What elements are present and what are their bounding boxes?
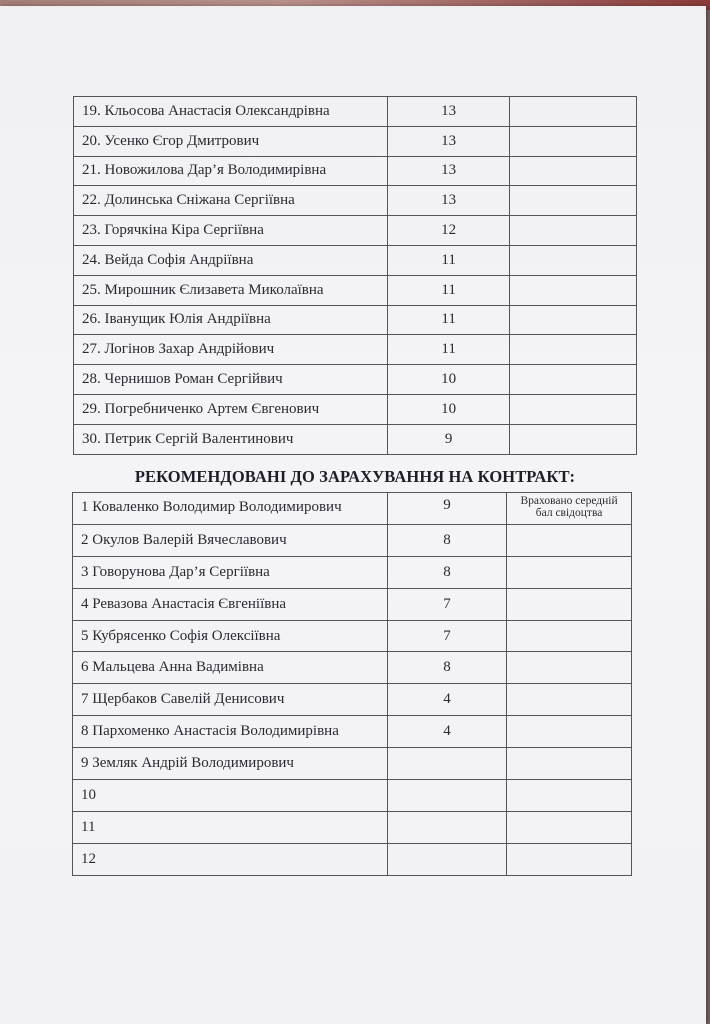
student-note <box>510 365 637 395</box>
table-row <box>73 780 632 812</box>
table-row <box>74 394 637 424</box>
student-name: 6 Мальцева Анна Вадимівна <box>73 652 388 684</box>
budget-ranking-table-body <box>74 97 637 455</box>
student-name: 24. Вейда Софія Андріївна <box>74 245 388 275</box>
table-row <box>74 156 637 186</box>
student-score: 13 <box>387 126 510 156</box>
student-score: 9 <box>387 424 510 454</box>
student-note <box>507 620 632 652</box>
student-score: 10 <box>387 394 510 424</box>
student-score: 4 <box>387 716 506 748</box>
student-score <box>387 780 506 812</box>
student-score: 4 <box>387 684 506 716</box>
student-score <box>387 843 506 875</box>
student-name: 11 <box>73 811 388 843</box>
student-score: 7 <box>387 620 506 652</box>
note-line-1: Враховано середній <box>520 495 618 508</box>
student-name: 4 Ревазова Анастасія Євгеніївна <box>73 588 388 620</box>
student-name: 9 Земляк Андрій Володимирович <box>73 748 388 780</box>
student-note <box>510 245 637 275</box>
student-name: 20. Усенко Єгор Дмитрович <box>74 126 388 156</box>
student-note <box>510 156 637 186</box>
student-note <box>507 684 632 716</box>
student-name: 8 Пархоменко Анастасія Володимирівна <box>73 716 388 748</box>
table-row <box>73 811 632 843</box>
student-name: 2 Окулов Валерій Вячеславович <box>73 524 388 556</box>
certificate-note <box>507 493 632 525</box>
table-row <box>74 126 637 156</box>
student-name: 19. Кльосова Анастасія Олександрівна <box>74 97 388 127</box>
student-note <box>507 524 632 556</box>
student-score: 11 <box>387 335 510 365</box>
table-row <box>74 365 637 395</box>
student-score: 13 <box>387 186 510 216</box>
student-score: 7 <box>387 588 506 620</box>
student-note <box>507 556 632 588</box>
table-row <box>74 216 637 246</box>
student-score: 12 <box>387 216 510 246</box>
student-name: 22. Долинська Сніжана Сергіївна <box>74 186 388 216</box>
table-row <box>73 684 632 716</box>
student-name: 5 Кубрясенко Софія Олексіївна <box>73 620 388 652</box>
table-row <box>74 305 637 335</box>
table-row <box>73 716 632 748</box>
student-note <box>507 843 632 875</box>
student-note <box>507 748 632 780</box>
table-row <box>73 620 632 652</box>
student-score: 8 <box>387 556 506 588</box>
table-row <box>73 652 632 684</box>
contract-ranking-table <box>72 492 632 876</box>
student-note <box>510 275 637 305</box>
table-row <box>74 186 637 216</box>
student-name: 25. Мирошник Єлизавета Миколаївна <box>74 275 388 305</box>
contract-section-heading: РЕКОМЕНДОВАНІ ДО ЗАРАХУВАННЯ НА КОНТРАКТ: <box>134 467 576 486</box>
table-row <box>74 335 637 365</box>
student-note <box>510 186 637 216</box>
note-line-2: бал свідоцтва <box>535 507 603 520</box>
table-row <box>74 245 637 275</box>
table-row <box>74 275 637 305</box>
student-note <box>507 588 632 620</box>
table-row <box>73 556 632 588</box>
student-note <box>507 716 632 748</box>
student-note <box>510 97 637 127</box>
student-name: 12 <box>73 843 388 875</box>
student-name: 29. Погребниченко Артем Євгенович <box>74 394 388 424</box>
table-row <box>74 97 637 127</box>
student-name: 1 Коваленко Володимир Володимирович <box>73 493 388 525</box>
student-score: 11 <box>387 245 510 275</box>
student-score <box>387 748 506 780</box>
student-score: 13 <box>387 97 510 127</box>
student-score: 9 <box>387 493 506 525</box>
table-row <box>73 748 632 780</box>
student-note <box>510 305 637 335</box>
table-row <box>73 493 632 525</box>
student-note <box>507 652 632 684</box>
student-name: 7 Щербаков Савелій Денисович <box>73 684 388 716</box>
student-note <box>510 424 637 454</box>
student-name: 3 Говорунова Дар’я Сергіївна <box>73 556 388 588</box>
budget-ranking-table <box>73 96 637 455</box>
student-score <box>387 811 506 843</box>
student-note <box>507 811 632 843</box>
student-note <box>510 216 637 246</box>
table-row <box>73 524 632 556</box>
student-note <box>510 335 637 365</box>
student-name: 21. Новожилова Дар’я Володимирівна <box>74 156 388 186</box>
student-name: 23. Горячкіна Кіра Сергіївна <box>74 216 388 246</box>
student-name: 27. Логінов Захар Андрійович <box>74 335 388 365</box>
contract-ranking-table-body <box>73 493 632 876</box>
student-name: 28. Чернишов Роман Сергійвич <box>74 365 388 395</box>
student-note <box>510 394 637 424</box>
table-row <box>73 843 632 875</box>
table-row <box>73 588 632 620</box>
table-row <box>74 424 637 454</box>
student-score: 8 <box>387 652 506 684</box>
student-note <box>510 126 637 156</box>
student-name: 30. Петрик Сергій Валентинович <box>74 424 388 454</box>
student-score: 10 <box>387 365 510 395</box>
student-score: 8 <box>387 524 506 556</box>
student-note <box>507 780 632 812</box>
student-score: 11 <box>387 275 510 305</box>
student-score: 11 <box>387 305 510 335</box>
student-name: 10 <box>73 780 388 812</box>
student-score: 13 <box>387 156 510 186</box>
student-name: 26. Іванущик Юлія Андріївна <box>74 305 388 335</box>
